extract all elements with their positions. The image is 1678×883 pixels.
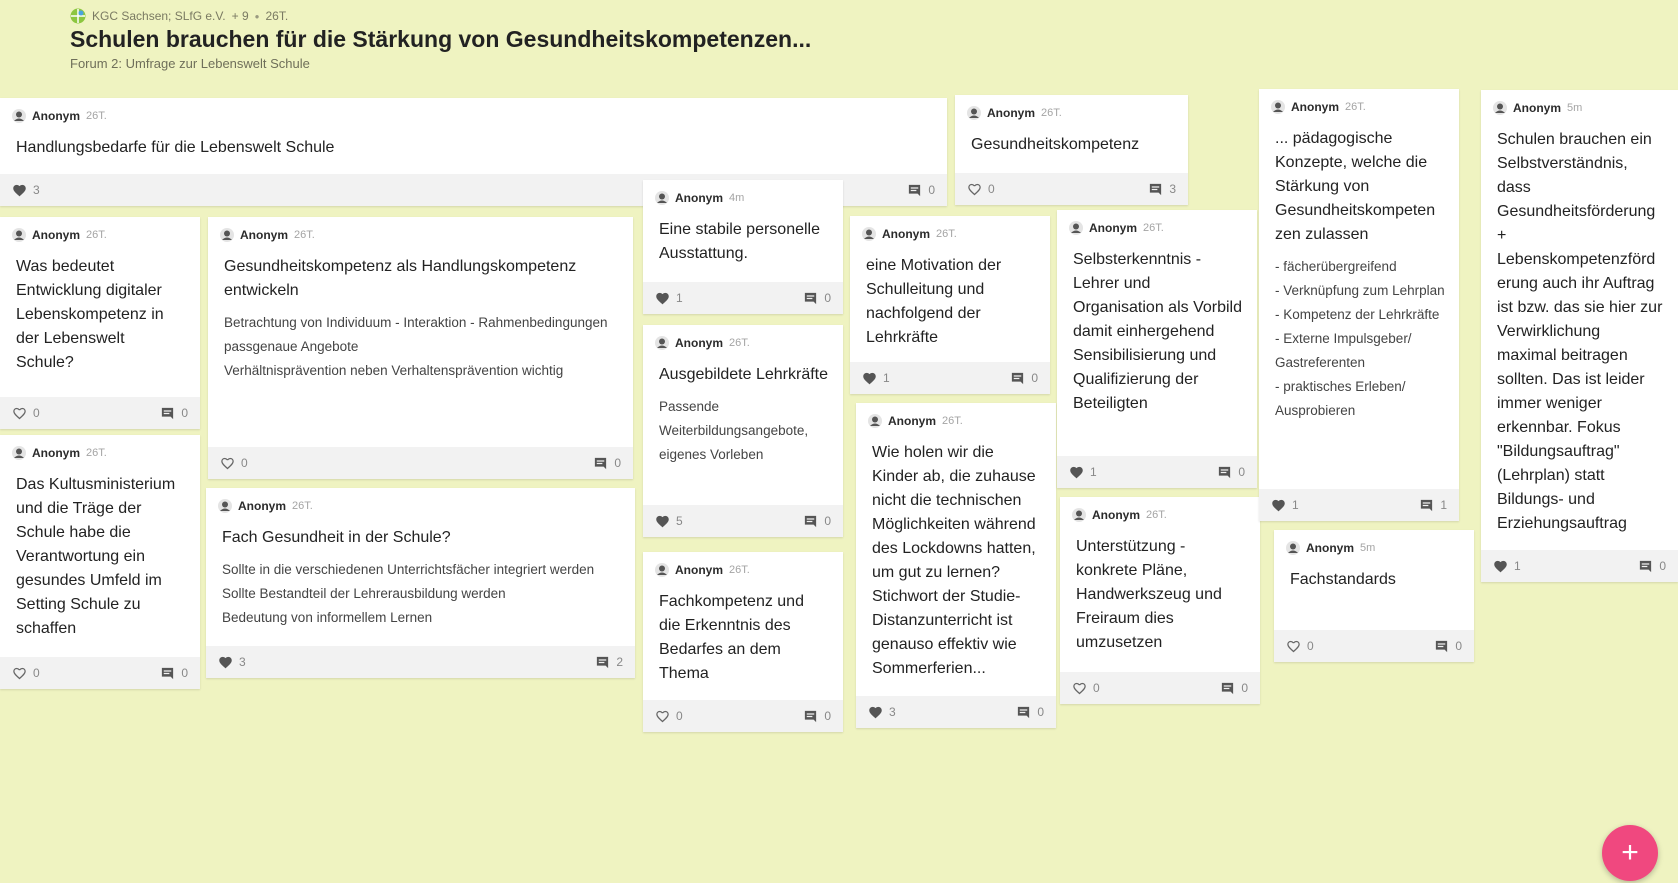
avatar-icon [1286,541,1300,555]
comment-icon [1010,371,1025,386]
post-time: 26T. [1041,107,1062,119]
board-age: 26T. [265,9,289,23]
avatar-icon [1271,100,1285,114]
post-header [0,435,200,461]
post-time: 26T. [936,228,957,240]
post-author: Anonym [32,228,80,242]
post-author: Anonym [1513,101,1561,115]
post-card[interactable] [206,488,635,678]
avatar-icon [655,191,669,205]
post-body [206,550,635,630]
like-button[interactable] [1493,559,1521,574]
post-author: Anonym [1291,100,1339,114]
heart-icon [967,182,982,197]
post-header [1057,210,1257,236]
comment-count: 0 [1238,465,1245,479]
comment-icon [1434,639,1449,654]
post-header [1274,530,1474,556]
heart-icon [1286,639,1301,654]
comment-count: 0 [824,291,831,305]
post-author: Anonym [882,227,930,241]
post-author: Anonym [32,109,80,123]
post-header [643,180,843,206]
comment-count: 2 [616,655,623,669]
avatar-icon [655,336,669,350]
post-header [208,217,633,243]
post-author: Anonym [675,191,723,205]
like-count: 0 [988,182,995,196]
post-footer [1274,630,1474,662]
like-count: 0 [1307,639,1314,653]
comment-button[interactable] [593,456,621,471]
post-header [1259,89,1459,115]
avatar-icon [655,563,669,577]
separator-dot-icon: ● [254,11,260,21]
like-count: 0 [676,709,683,723]
post-time: 26T. [1146,509,1167,521]
post-title: Fach Gesundheit in der Schule? [222,529,451,546]
post-time: 26T. [1345,101,1366,113]
avatar-icon [1072,508,1086,522]
avatar-icon [868,414,882,428]
like-button[interactable] [655,514,683,529]
comment-button[interactable] [1434,639,1462,654]
post-card[interactable] [856,403,1056,728]
post-card[interactable] [643,325,843,537]
like-count: 0 [1093,681,1100,695]
page-subtitle: Forum 2: Umfrage zur Lebenswelt Schule [70,56,310,71]
heart-icon [1271,498,1286,513]
comment-icon [595,655,610,670]
avatar-icon [1493,101,1507,115]
post-title: Das Kultusministerium und die Träge der Schule habe die Verantwortung ein gesundes Umfeld im Setting Schule zu schaffen [16,476,176,637]
post-title: Ausgebildete Lehrkräfte [659,366,828,383]
like-button[interactable] [1271,498,1299,513]
comment-icon [803,709,818,724]
post-title: Schulen brauchen ein Selbstverständnis, dass Gesundheitsförderung + Lebenskompetenzförd erung auch ihr Auftrag ist bzw. das sie hier zur Verwirklichung maximal beitragen sollten. Das ist leider immer weniger erkennbar. Fokus "Bildungsauftrag" (Lehrplan) statt Bildungs- und Erziehungsauftrag [1497,131,1663,532]
heart-icon [655,291,670,306]
comment-button[interactable] [595,655,623,670]
like-button[interactable] [220,456,248,471]
post-title: ... pädagogische Konzepte, welche die Stärkung von Gesundheitskompeten zen zulassen [1275,130,1436,243]
post-title: Gesundheitskompetenz [971,136,1140,153]
comment-count: 3 [1169,182,1176,196]
comment-button[interactable] [803,709,831,724]
post-body-line: Sollte in die verschiedenen Unterrichtsfächer integriert werden [222,562,595,577]
post-author: Anonym [888,414,936,428]
post-author: Anonym [675,336,723,350]
comment-count: 0 [1037,705,1044,719]
post-header [850,216,1050,242]
comment-icon [1016,705,1031,720]
post-time: 26T. [294,229,315,241]
comment-button[interactable] [1217,465,1245,480]
post-title: Selbsterkenntnis - Lehrer und Organisation als Vorbild damit einhergehend Sensibilisierung und Qualifizierung der Beteiligten [1073,251,1242,412]
like-count: 3 [239,655,246,669]
comment-icon [1217,465,1232,480]
post-time: 26T. [86,447,107,459]
avatar-icon [967,106,981,120]
comment-count: 0 [928,183,935,197]
avatar-icon [862,227,876,241]
post-time: 26T. [86,229,107,241]
heart-icon [12,183,27,198]
like-button[interactable] [1069,465,1097,480]
post-time: 5m [1360,542,1376,554]
avatar-icon [12,228,26,242]
heart-icon [655,709,670,724]
like-count: 5 [676,514,683,528]
comment-count: 0 [1455,639,1462,653]
post-time: 26T. [942,415,963,427]
organization-name[interactable]: KGC Sachsen; SLfG e.V. [92,9,226,23]
comment-count: 0 [181,666,188,680]
post-title: Fachstandards [1290,571,1396,588]
post-title: Eine stabile personelle Ausstattung. [659,221,820,262]
like-count: 1 [676,291,683,305]
like-count: 1 [1090,465,1097,479]
comment-button[interactable] [1010,371,1038,386]
post-footer [856,696,1056,728]
post-header [1060,497,1260,523]
post-footer [643,505,843,537]
post-title: Unterstützung - konkrete Pläne, Handwerkszeug und Freiraum dies umzusetzen [1076,538,1222,651]
post-footer [643,282,843,314]
post-author: Anonym [238,499,286,513]
heart-icon [1072,681,1087,696]
post-body-line: passgenaue Angebote [224,339,359,354]
plus-icon: + [1621,836,1639,869]
comment-count: 0 [1659,559,1666,573]
post-author: Anonym [675,563,723,577]
like-button[interactable] [967,182,995,197]
post-card[interactable] [850,216,1050,394]
heart-icon [220,456,235,471]
like-button[interactable] [218,655,246,670]
like-count: 0 [33,666,40,680]
comment-count: 0 [1241,681,1248,695]
avatar-icon [1069,221,1083,235]
post-footer [1481,550,1678,582]
post-time: 4m [729,192,745,204]
post-footer [850,362,1050,394]
add-post-button[interactable] [1602,825,1658,881]
post-header [643,325,843,351]
heart-icon [1069,465,1084,480]
post-card[interactable] [0,217,200,429]
post-card[interactable] [1259,89,1459,521]
post-time: 26T. [729,564,750,576]
comment-icon [1638,559,1653,574]
post-body-line: - praktisches Erleben/ Ausprobieren [1275,379,1406,418]
post-title: Fachkompetenz und die Erkenntnis des Bedarfes an dem Thema [659,593,804,682]
post-body-line: - Externe Impulsgeber/ Gastreferenten [1275,331,1412,370]
comment-button[interactable] [160,666,188,681]
heart-icon [655,514,670,529]
post-author: Anonym [32,446,80,460]
post-footer [1060,672,1260,704]
post-title: Gesundheitskompetenz als Handlungskompetenz entwickeln [224,258,577,299]
post-footer [0,657,200,689]
comment-button[interactable] [803,514,831,529]
comment-icon [160,666,175,681]
like-count: 3 [889,705,896,719]
post-card[interactable] [0,435,200,689]
comment-icon [1148,182,1163,197]
comment-icon [907,183,922,198]
like-count: 3 [33,183,40,197]
like-button[interactable] [12,666,40,681]
like-button[interactable] [12,406,40,421]
comment-icon [160,406,175,421]
post-card[interactable] [643,552,843,732]
like-button[interactable] [862,371,890,386]
like-button[interactable] [655,709,683,724]
post-card[interactable] [955,95,1188,205]
comment-icon [803,291,818,306]
post-card[interactable] [1274,530,1474,662]
avatar-icon [12,109,26,123]
post-header [1481,90,1678,116]
post-body-line: Sollte Bestandteil der Lehrerausbildung werden [222,586,506,601]
comment-icon [1419,498,1434,513]
like-button[interactable] [1286,639,1314,654]
comment-button[interactable] [1220,681,1248,696]
like-button[interactable] [868,705,896,720]
post-time: 26T. [1143,222,1164,234]
like-count: 0 [33,406,40,420]
post-header [955,95,1188,121]
post-footer [0,397,200,429]
organization-logo-icon [70,8,86,24]
heart-icon [868,705,883,720]
avatar-icon [220,228,234,242]
post-title: eine Motivation der Schulleitung und nachfolgend der Lehrkräfte [866,257,1002,346]
comment-count: 0 [614,456,621,470]
post-header [206,488,635,514]
comment-icon [803,514,818,529]
contributor-count[interactable]: + 9 [231,9,249,23]
like-button[interactable] [12,183,40,198]
post-body-line: Betrachtung von Individuum - Interaktion - Rahmenbedingungen [224,315,608,330]
post-card[interactable] [1060,497,1260,704]
comment-button[interactable] [1016,705,1044,720]
like-count: 1 [1514,559,1521,573]
heart-icon [12,406,27,421]
post-card[interactable] [1481,90,1678,582]
comment-button[interactable] [1419,498,1447,513]
post-time: 26T. [292,500,313,512]
post-body-line: - fächerübergreifend [1275,259,1397,274]
post-body [1259,247,1459,423]
comment-count: 0 [824,709,831,723]
like-button[interactable] [1072,681,1100,696]
post-author: Anonym [987,106,1035,120]
post-card[interactable] [643,180,843,314]
post-time: 26T. [86,110,107,122]
post-footer [208,447,633,479]
post-header [643,552,843,578]
post-footer [206,646,635,678]
post-body-line: Bedeutung von informellem Lernen [222,610,433,625]
post-body-line: - Kompetenz der Lehrkräfte [1275,307,1440,322]
post-card[interactable] [1057,210,1257,488]
comment-button[interactable] [160,406,188,421]
page-title: Schulen brauchen für die Stärkung von Gesundheitskompetenzen... [70,26,812,52]
comment-icon [593,456,608,471]
comment-button[interactable] [907,183,935,198]
comment-count: 0 [181,406,188,420]
post-author: Anonym [240,228,288,242]
like-button[interactable] [655,291,683,306]
comment-count: 0 [824,514,831,528]
comment-button[interactable] [1148,182,1176,197]
heart-icon [862,371,877,386]
like-count: 0 [241,456,248,470]
avatar-icon [218,499,232,513]
comment-button[interactable] [1638,559,1666,574]
heart-icon [1493,559,1508,574]
post-author: Anonym [1306,541,1354,555]
comment-count: 0 [1031,371,1038,385]
comment-icon [1220,681,1235,696]
like-count: 1 [883,371,890,385]
post-footer [1057,456,1257,488]
comment-count: 1 [1440,498,1447,512]
post-header [0,217,200,243]
post-title: Was bedeutet Entwicklung digitaler Lebenskompetenz in der Lebenswelt Schule? [16,258,164,371]
heart-icon [12,666,27,681]
post-footer [643,700,843,732]
post-author: Anonym [1092,508,1140,522]
avatar-icon [12,446,26,460]
post-author: Anonym [1089,221,1137,235]
post-body [643,387,843,467]
comment-button[interactable] [803,291,831,306]
post-title: Wie holen wir die Kinder ab, die zuhause nicht die technischen Möglichkeiten während des Lockdowns hatten, um gut zu lernen? Stichwort der Studie- Distanzunterricht ist genauso effektiv wie Sommerferien... [872,444,1036,677]
post-header [0,98,947,124]
post-body-line: Passende Weiterbildungsangebote, eigenes Vorleben [659,399,809,462]
post-body-line: - Verknüpfung zum Lehrplan [1275,283,1445,298]
post-title: Handlungsbedarfe für die Lebenswelt Schule [16,139,335,156]
post-card[interactable] [208,217,633,479]
post-time: 26T. [729,337,750,349]
heart-icon [218,655,233,670]
post-body-line: Verhältnisprävention neben Verhaltensprävention wichtig [224,363,564,378]
post-footer [1259,489,1459,521]
post-body [208,303,633,383]
board-meta [70,8,288,24]
post-time: 5m [1567,102,1583,114]
like-count: 1 [1292,498,1299,512]
post-footer [955,173,1188,205]
post-header [856,403,1056,429]
